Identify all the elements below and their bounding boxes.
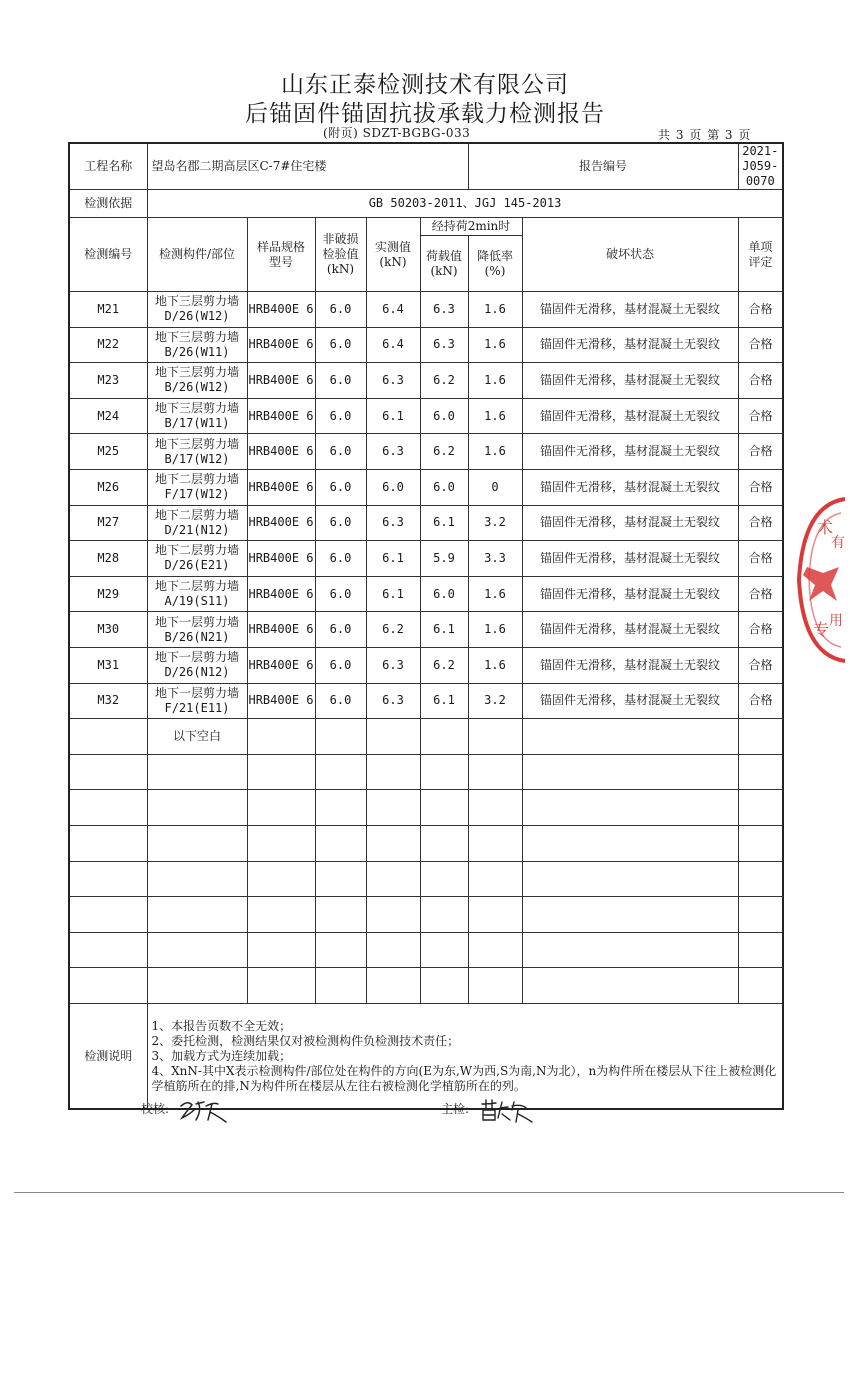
member-floor: 地下三层剪力墙 [154,401,239,416]
blank-cell [468,719,522,755]
row-member [147,576,247,612]
row-member [147,683,247,719]
blank-cell [420,968,468,1004]
blank-cell [738,825,783,861]
member-location: B/26(W12) [164,380,230,395]
row-nondestructive: 6.0 [315,434,366,470]
member-floor: 地下二层剪力墙 [154,579,239,594]
row-drop: 1.6 [468,398,522,434]
blank-cell [147,897,247,933]
row-failure: 锚固件无滑移，基材混凝土无裂纹 [522,398,738,434]
row-spec: HRB400E 6 [247,505,315,541]
svg-text:用: 用 [829,613,843,629]
row-verdict: 合格 [738,469,783,505]
project-value: 望岛名郡二期高层区C-7#住宅楼 [147,143,468,190]
table-row [69,576,783,612]
review-label: 校核: [141,1102,170,1116]
member-location: A/19(S11) [164,594,230,609]
blank-cell [147,932,247,968]
row-nondestructive: 6.0 [315,612,366,648]
report-no-value: 2021-J059-0070 [738,143,783,190]
row-verdict: 合格 [738,612,783,648]
blank-cell [247,754,315,790]
blank-cell [468,825,522,861]
row-drop: 3.2 [468,505,522,541]
row-measured: 6.2 [366,612,420,648]
blank-cell [69,790,147,826]
blank-cell [147,825,247,861]
row-spec: HRB400E 6 [247,683,315,719]
blank-row [69,968,783,1004]
member-location: B/26(W11) [164,344,230,359]
blank-cell [420,790,468,826]
report-no-label: 报告编号 [468,143,738,190]
note-item: 4、XnN-其中X表示检测构件/部位处在构件的方向(E为东,W为西,S为南,N为北），n为构件所在楼层从下往上被检测化学植筋所在的排,N为构件所在楼层从左往右被检测化学植筋所在的列。 [151,1063,777,1093]
row-load: 5.9 [420,541,468,577]
blank-cell [247,790,315,826]
blank-cell [468,754,522,790]
member-floor: 地下一层剪力墙 [154,650,239,665]
row-measured: 6.0 [366,469,420,505]
project-label: 工程名称 [69,143,147,190]
row-load: 6.2 [420,434,468,470]
row-spec: HRB400E 6 [247,469,315,505]
blank-cell [315,825,366,861]
report-title: 后锚固件锚固抗拔承载力检测报告 [245,101,605,127]
member-floor: 地下三层剪力墙 [154,365,239,380]
blank-cell [69,897,147,933]
table-row [69,612,783,648]
blank-cell [69,754,147,790]
member-location: F/17(W12) [164,487,230,502]
blank-cell [738,932,783,968]
member-floor: 地下二层剪力墙 [154,472,239,487]
row-load: 6.1 [420,683,468,719]
row-id: M32 [69,683,147,719]
member-location: D/26(E21) [164,558,230,573]
member-location: B/26(N21) [164,629,230,644]
row-measured: 6.3 [366,505,420,541]
row-member [147,327,247,363]
blank-cell [738,861,783,897]
blank-cell [366,897,420,933]
row-spec: HRB400E 6 [247,327,315,363]
table-row [69,398,783,434]
header-row-1 [69,218,783,236]
row-nondestructive: 6.0 [315,647,366,683]
row-load: 6.2 [420,363,468,399]
blank-cell [69,719,147,755]
row-verdict: 合格 [738,541,783,577]
notes-content [147,1003,783,1109]
member-location: D/26(N12) [164,665,230,680]
row-failure: 锚固件无滑移，基材混凝土无裂纹 [522,683,738,719]
col-member: 检测构件/部位 [147,218,247,292]
row-measured: 6.3 [366,363,420,399]
row-id: M25 [69,434,147,470]
row-failure: 锚固件无滑移，基材混凝土无裂纹 [522,469,738,505]
table-row [69,363,783,399]
basis-value: GB 50203-2011、JGJ 145-2013 [147,190,783,218]
row-failure: 锚固件无滑移，基材混凝土无裂纹 [522,327,738,363]
blank-cell [522,719,738,755]
table-row [69,469,783,505]
page-info: 共 3 页 第 3 页 [658,128,752,142]
member-floor: 地下二层剪力墙 [154,543,239,558]
blank-cell [468,968,522,1004]
member-floor: 地下一层剪力墙 [154,685,239,700]
col-spec: 样品规格 型号 [247,218,315,292]
row-nondestructive: 6.0 [315,363,366,399]
blank-row [69,790,783,826]
row-id: M31 [69,647,147,683]
blank-cell [522,897,738,933]
table-row [69,647,783,683]
row-id: M24 [69,398,147,434]
row-failure: 锚固件无滑移，基材混凝土无裂纹 [522,434,738,470]
blank-cell [420,861,468,897]
blank-cell [315,719,366,755]
blank-cell [468,897,522,933]
col-nondestructive: 非破损 检验值 (kN) [315,218,366,292]
blank-cell [468,932,522,968]
blank-cell [738,719,783,755]
row-id: M26 [69,469,147,505]
report-table [68,142,784,1110]
row-load: 6.0 [420,576,468,612]
blank-row [69,932,783,968]
note-item: 3、加载方式为连续加载； [151,1048,292,1063]
blank-cell [738,754,783,790]
row-failure: 锚固件无滑移，基材混凝土无裂纹 [522,505,738,541]
row-nondestructive: 6.0 [315,505,366,541]
table-row [69,292,783,328]
row-drop: 1.6 [468,363,522,399]
note-item: 2、委托检测，检测结果仅对被检测构件负检测技术责任； [151,1033,460,1048]
blank-cell [315,754,366,790]
svg-text:有: 有 [831,535,845,551]
table-row [69,541,783,577]
member-floor: 地下三层剪力墙 [154,294,239,309]
col-id: 检测编号 [69,218,147,292]
row-verdict: 合格 [738,647,783,683]
main-inspector-label: 主检: [441,1102,470,1116]
row-drop: 1.6 [468,576,522,612]
blank-row [69,825,783,861]
row-verdict: 合格 [738,576,783,612]
basis-label: 检测依据 [69,190,147,218]
blank-cell [69,968,147,1004]
row-member [147,363,247,399]
blank-cell: 以下空白 [147,719,247,755]
blank-cell [366,861,420,897]
member-location: D/26(W12) [164,309,230,324]
blank-cell [522,790,738,826]
row-member [147,541,247,577]
member-floor: 地下一层剪力墙 [154,614,239,629]
row-spec: HRB400E 6 [247,292,315,328]
blank-cell [738,897,783,933]
blank-cell [247,897,315,933]
row-nondestructive: 6.0 [315,541,366,577]
blank-cell [468,790,522,826]
notes-label: 检测说明 [69,1003,147,1109]
row-measured: 6.1 [366,541,420,577]
row-measured: 6.3 [366,683,420,719]
row-id: M21 [69,292,147,328]
svg-text:专: 专 [813,620,830,639]
blank-cell [147,754,247,790]
review-signature-mark [178,1096,230,1126]
row-drop: 1.6 [468,292,522,328]
blank-cell [315,861,366,897]
blank-cell [366,754,420,790]
blank-cell [315,968,366,1004]
row-measured: 6.3 [366,434,420,470]
blank-cell [522,754,738,790]
row-measured: 6.4 [366,292,420,328]
blank-cell [738,790,783,826]
table-row [69,683,783,719]
row-measured: 6.1 [366,576,420,612]
row-nondestructive: 6.0 [315,327,366,363]
blank-cell [147,968,247,1004]
blank-cell [738,968,783,1004]
row-drop: 1.6 [468,434,522,470]
row-nondestructive: 6.0 [315,576,366,612]
table-row [69,327,783,363]
row-id: M23 [69,363,147,399]
row-failure: 锚固件无滑移，基材混凝土无裂纹 [522,647,738,683]
col-load: 荷载值 (kN) [420,236,468,292]
table-row [69,434,783,470]
row-member [147,292,247,328]
attachment-code: (附页) SDZT-BGBG-033 [323,126,471,140]
col-drop: 降低率 (%) [468,236,522,292]
notes-row [69,1003,783,1109]
blank-cell [247,861,315,897]
blank-cell [315,932,366,968]
row-verdict: 合格 [738,434,783,470]
row-member [147,505,247,541]
row-member [147,647,247,683]
row-id: M30 [69,612,147,648]
member-floor: 地下二层剪力墙 [154,507,239,522]
row-load: 6.0 [420,469,468,505]
row-spec: HRB400E 6 [247,612,315,648]
blank-cell [366,968,420,1004]
blank-cell [366,932,420,968]
member-location: B/17(W11) [164,416,230,431]
blank-row [69,861,783,897]
blank-cell [522,861,738,897]
blank-cell [468,861,522,897]
row-failure: 锚固件无滑移，基材混凝土无裂纹 [522,292,738,328]
blank-cell [69,825,147,861]
row-nondestructive: 6.0 [315,398,366,434]
blank-cell [522,825,738,861]
row-load: 6.3 [420,327,468,363]
page-bottom-rule [14,1192,844,1193]
row-verdict: 合格 [738,363,783,399]
member-floor: 地下三层剪力墙 [154,436,239,451]
note-item: 1、本报告页数不全无效； [151,1018,292,1033]
row-spec: HRB400E 6 [247,398,315,434]
row-spec: HRB400E 6 [247,541,315,577]
svg-text:术: 术 [817,518,834,537]
row-drop: 1.6 [468,612,522,648]
row-drop: 3.2 [468,683,522,719]
basis-row [69,190,783,218]
row-nondestructive: 6.0 [315,683,366,719]
row-verdict: 合格 [738,505,783,541]
row-measured: 6.3 [366,647,420,683]
blank-row [69,897,783,933]
row-member [147,434,247,470]
row-member [147,398,247,434]
row-spec: HRB400E 6 [247,576,315,612]
blank-cell [420,754,468,790]
blank-cell [366,719,420,755]
blank-cell [147,790,247,826]
row-verdict: 合格 [738,292,783,328]
blank-cell [420,897,468,933]
row-spec: HRB400E 6 [247,363,315,399]
col-verdict: 单项 评定 [738,218,783,292]
row-load: 6.0 [420,398,468,434]
row-drop: 1.6 [468,647,522,683]
blank-cell [69,932,147,968]
col-failure: 破坏状态 [522,218,738,292]
blank-cell [366,825,420,861]
row-nondestructive: 6.0 [315,469,366,505]
row-load: 6.3 [420,292,468,328]
row-drop: 3.3 [468,541,522,577]
row-verdict: 合格 [738,398,783,434]
row-id: M22 [69,327,147,363]
row-drop: 0 [468,469,522,505]
blank-cell [147,861,247,897]
row-load: 6.1 [420,505,468,541]
blank-cell [420,719,468,755]
blank-cell [247,719,315,755]
blank-cell [315,790,366,826]
company-name: 山东正泰检测技术有限公司 [281,72,569,98]
row-measured: 6.4 [366,327,420,363]
col-hold: 经持荷2min时 [420,218,522,236]
row-failure: 锚固件无滑移，基材混凝土无裂纹 [522,612,738,648]
company-seal-stamp [795,495,850,665]
blank-cell [522,968,738,1004]
row-drop: 1.6 [468,327,522,363]
blank-cell [69,861,147,897]
row-id: M27 [69,505,147,541]
blank-row [69,754,783,790]
blank-cell [420,932,468,968]
row-measured: 6.1 [366,398,420,434]
row-failure: 锚固件无滑移，基材混凝土无裂纹 [522,363,738,399]
row-load: 6.2 [420,647,468,683]
member-location: D/21(N12) [164,522,230,537]
row-spec: HRB400E 6 [247,647,315,683]
blank-cell [247,932,315,968]
blank-cell [522,932,738,968]
row-id: M28 [69,541,147,577]
project-row [69,143,783,190]
row-spec: HRB400E 6 [247,434,315,470]
main-inspector-signature-mark [478,1096,536,1126]
blank-cell [315,897,366,933]
col-measured: 实测值 (kN) [366,218,420,292]
blank-cell [420,825,468,861]
row-failure: 锚固件无滑移，基材混凝土无裂纹 [522,576,738,612]
row-member [147,469,247,505]
row-verdict: 合格 [738,683,783,719]
blank-cell [247,968,315,1004]
blank-row [69,719,783,755]
row-nondestructive: 6.0 [315,292,366,328]
row-member [147,612,247,648]
row-failure: 锚固件无滑移，基材混凝土无裂纹 [522,541,738,577]
member-location: F/21(E11) [164,700,230,715]
member-location: B/17(W12) [164,451,230,466]
blank-cell [366,790,420,826]
row-load: 6.1 [420,612,468,648]
blank-cell [247,825,315,861]
table-row [69,505,783,541]
member-floor: 地下三层剪力墙 [154,329,239,344]
row-id: M29 [69,576,147,612]
row-verdict: 合格 [738,327,783,363]
